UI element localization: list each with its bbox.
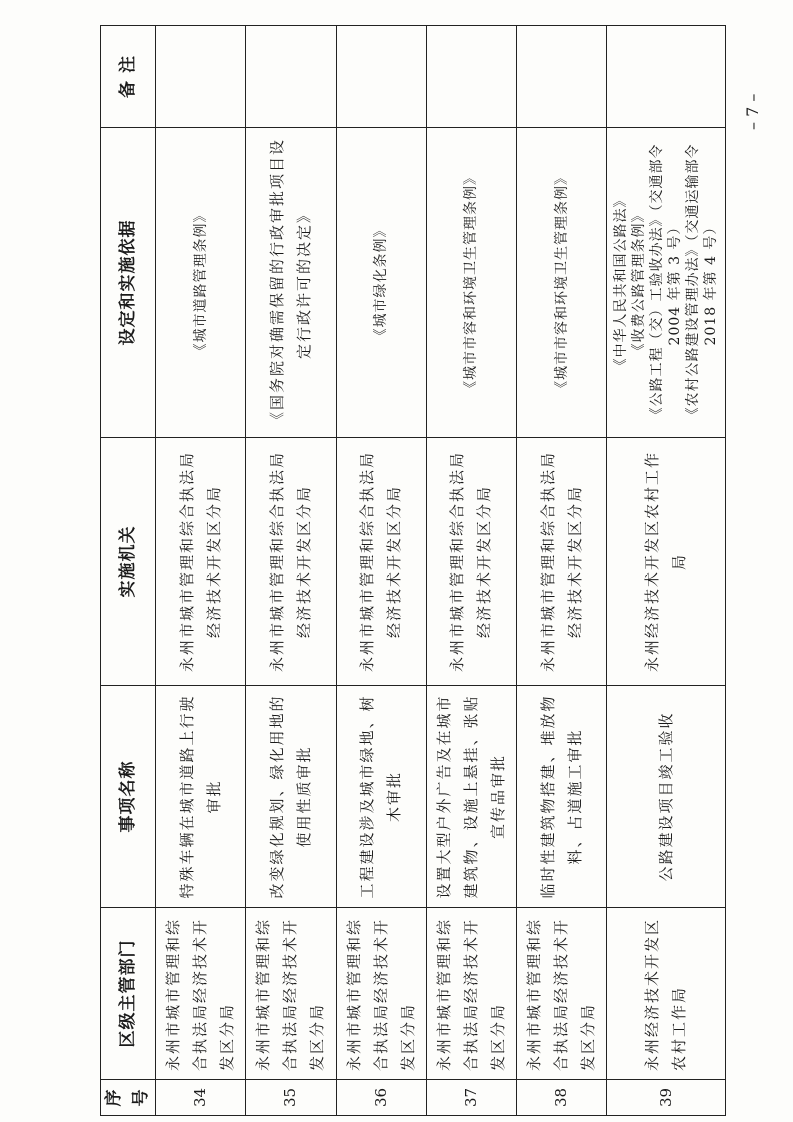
cell-item: 临时性建筑物搭建、堆放物料、占道施工审批 [517,686,607,908]
cell-basis [156,128,246,438]
cell-dept: 永州市城市管理和综合执法局经济技术开发区分局 [336,908,426,1080]
basis-line: 《城市道路管理条例》 [192,207,209,358]
cell-seq: 36 [336,1080,426,1116]
approval-items-table [100,25,726,1116]
rotated-table-sheet [100,26,726,1116]
cell-item: 工程建设涉及城市绿地、树木审批 [336,686,426,908]
basis-line: 《城市绿化条例》 [373,222,390,343]
cell-agency: 永州经济技术开发区农村工作局 [607,438,726,686]
cell-agency: 永州市城市管理和综合执法局经济技术开发区分局 [246,438,336,686]
basis-line: 2018 年第 4 号） [703,219,720,346]
cell-item: 改变绿化规划、绿化用地的使用性质审批 [246,686,336,908]
table-row [607,26,726,1116]
cell-basis [607,128,726,438]
cell-dept: 永州市城市管理和综合执法局经济技术开发区分局 [156,908,246,1080]
page-number: – 7 – [743,93,762,130]
table-header-row [101,26,156,1116]
basis-line: 2004 年第 3 号） [667,219,684,346]
header-basis: 设定和实施依据 [101,128,156,438]
cell-item: 特殊车辆在城市道路上行驶审批 [156,686,246,908]
basis-line: 《中华人民共和国公路法》 [613,192,630,373]
basis-line: 《收费公路管理条例》 [631,207,648,358]
cell-basis [336,128,426,438]
cell-note [607,26,726,128]
cell-basis [426,128,516,438]
basis-line: 《公路工程（交）工验收办法》（交通部令 [649,143,666,422]
cell-dept: 永州市城市管理和综合执法局经济技术开发区分局 [517,908,607,1080]
cell-note [156,26,246,128]
table-row [426,26,516,1116]
cell-agency: 永州市城市管理和综合执法局经济技术开发区分局 [426,438,516,686]
cell-seq: 39 [607,1080,726,1116]
header-agency: 实施机关 [101,438,156,686]
header-item: 事项名称 [101,686,156,908]
cell-dept: 永州市城市管理和综合执法局经济技术开发区分局 [246,908,336,1080]
cell-agency: 永州市城市管理和综合执法局经济技术开发区分局 [336,438,426,686]
cell-dept: 永州经济技术开发区农村工作局 [607,908,726,1080]
table-row [156,26,246,1116]
table-row [336,26,426,1116]
basis-line: 《城市市容和环境卫生管理条例》 [553,170,570,395]
cell-dept: 永州市城市管理和综合执法局经济技术开发区分局 [426,908,516,1080]
table-row [246,26,336,1116]
cell-note [517,26,607,128]
cell-seq: 34 [156,1080,246,1116]
cell-agency: 永州市城市管理和综合执法局经济技术开发区分局 [517,438,607,686]
header-dept: 区级主管部门 [101,908,156,1080]
header-note: 备 注 [101,26,156,128]
cell-seq: 37 [426,1080,516,1116]
table-row [517,26,607,1116]
cell-item: 公路建设项目竣工验收 [607,686,726,908]
cell-item: 设置大型户外广告及在城市建筑物、设施上悬挂、张贴宣传品审批 [426,686,516,908]
header-seq: 序号 [101,1080,156,1116]
cell-basis [517,128,607,438]
cell-agency: 永州市城市管理和综合执法局经济技术开发区分局 [156,438,246,686]
cell-note [336,26,426,128]
cell-note [426,26,516,128]
cell-basis: 《国务院对确需保留的行政审批项目设定行政许可的决定》 [246,128,336,438]
cell-seq: 35 [246,1080,336,1116]
basis-line: 《城市市容和环境卫生管理条例》 [463,170,480,395]
cell-seq: 38 [517,1080,607,1116]
cell-note [246,26,336,128]
basis-line: 《农村公路建设管理办法》（交通运输部令 [685,143,702,422]
